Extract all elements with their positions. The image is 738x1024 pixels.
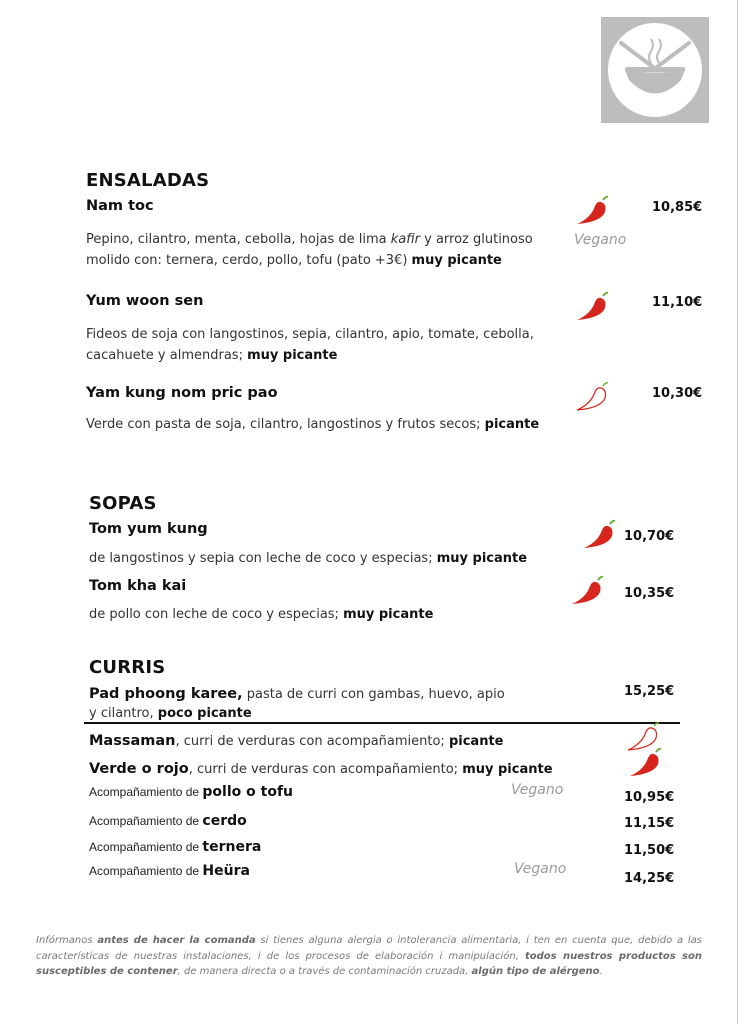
- vegan-tag-nam-toc: Vegano: [574, 232, 627, 248]
- price-yum-woon-sen: 11,10€: [652, 295, 703, 310]
- side-pollo-o-tofu: Acompañamiento de pollo o tofu: [89, 784, 293, 800]
- dish-name-massaman: Massaman: [89, 733, 176, 749]
- chili-pepper-filled-icon: [581, 518, 617, 550]
- price-tom-yum-kung: 10,70€: [624, 529, 675, 544]
- price-tom-kha-kai: 10,35€: [624, 586, 675, 601]
- dish-desc-pad-phoong-line1: pasta de curri con gambas, huevo, apio: [242, 687, 505, 702]
- dish-pad-phoong-karee: [89, 683, 505, 702]
- dish-name-yam-kung: Yam kung nom pric pao: [86, 385, 278, 401]
- side-heura: Acompañamiento de Heüra: [89, 863, 250, 879]
- vegan-tag-pollo-o-tofu: Vegano: [511, 782, 564, 798]
- dish-name-pad-phoong: Pad phoong karee,: [89, 686, 243, 702]
- dish-desc-tom-kha-kai: de pollo con leche de coco y especias; muy picante: [89, 607, 434, 622]
- dish-name-tom-yum-kung: Tom yum kung: [89, 521, 208, 537]
- chili-pepper-outline-icon: [574, 380, 610, 412]
- section-title-sopas: SOPAS: [89, 493, 157, 514]
- price-cerdo: 11,15€: [624, 816, 675, 831]
- dish-desc-nam-toc-line1: Pepino, cilantro, menta, cebolla, hojas de lima kafir y arroz glutinoso: [86, 232, 533, 247]
- dish-desc-pad-phoong-line2: y cilantro, poco picante: [89, 706, 252, 721]
- dish-name-verde-o-rojo: Verde o rojo: [89, 761, 189, 777]
- price-pad-phoong: 15,25€: [624, 684, 675, 699]
- chili-pepper-filled-icon: [574, 194, 610, 226]
- section-title-ensaladas: ENSALADAS: [86, 170, 210, 191]
- brand-logo: [601, 17, 709, 123]
- dish-name-yum-woon-sen: Yum woon sen: [86, 293, 204, 309]
- dish-desc-yam-kung: Verde con pasta de soja, cilantro, langostinos y frutos secos; picante: [86, 417, 540, 432]
- dish-massaman: Massaman, curri de verduras con acompañamiento; picante: [89, 733, 504, 749]
- price-yam-kung: 10,30€: [652, 386, 703, 401]
- dish-desc-yum-woon-sen-line2: cacahuete y almendras; muy picante: [86, 348, 338, 363]
- allergen-notice: Infórmanos antes de hacer la comanda si tienes alguna alergia o intolerancia alimentaria, i ten en cuenta que, debido a las características de nuestras instalaciones, i de los procesos de elaboración i manipulación, todos nuestros productos son susceptibles de contener, de manera directa o a través de contaminación cruzada, algún tipo de alérgeno.: [36, 935, 702, 977]
- divider-rule: [84, 722, 680, 724]
- dish-desc-nam-toc-line2: molido con: ternera, cerdo, pollo, tofu (pato +3€) muy picante: [86, 253, 502, 268]
- price-ternera: 11,50€: [624, 843, 675, 858]
- chili-pepper-filled-icon: [569, 574, 605, 606]
- section-title-curris: CURRIS: [89, 657, 166, 678]
- side-cerdo: Acompañamiento de cerdo: [89, 813, 247, 829]
- dish-verde-o-rojo: Verde o rojo, curri de verduras con acompañamiento; muy picante: [89, 761, 553, 777]
- price-pollo-o-tofu: 10,95€: [624, 790, 675, 805]
- price-heura: 14,25€: [624, 871, 675, 886]
- dish-name-tom-kha-kai: Tom kha kai: [89, 578, 187, 594]
- chili-pepper-filled-icon: [627, 746, 663, 778]
- bowl-chopsticks-icon: [601, 17, 709, 123]
- brand-name: KIN THAI: [631, 95, 679, 106]
- chili-pepper-filled-icon: [574, 290, 610, 322]
- side-ternera: Acompañamiento de ternera: [89, 839, 262, 855]
- dish-desc-tom-yum-kung: de langostinos y sepia con leche de coco y especias; muy picante: [89, 551, 528, 566]
- dish-name-nam-toc: Nam toc: [86, 198, 154, 214]
- vegan-tag-heura: Vegano: [514, 861, 567, 877]
- dish-desc-yum-woon-sen-line1: Fideos de soja con langostinos, sepia, cilantro, apio, tomate, cebolla,: [86, 327, 534, 342]
- price-nam-toc: 10,85€: [652, 200, 703, 215]
